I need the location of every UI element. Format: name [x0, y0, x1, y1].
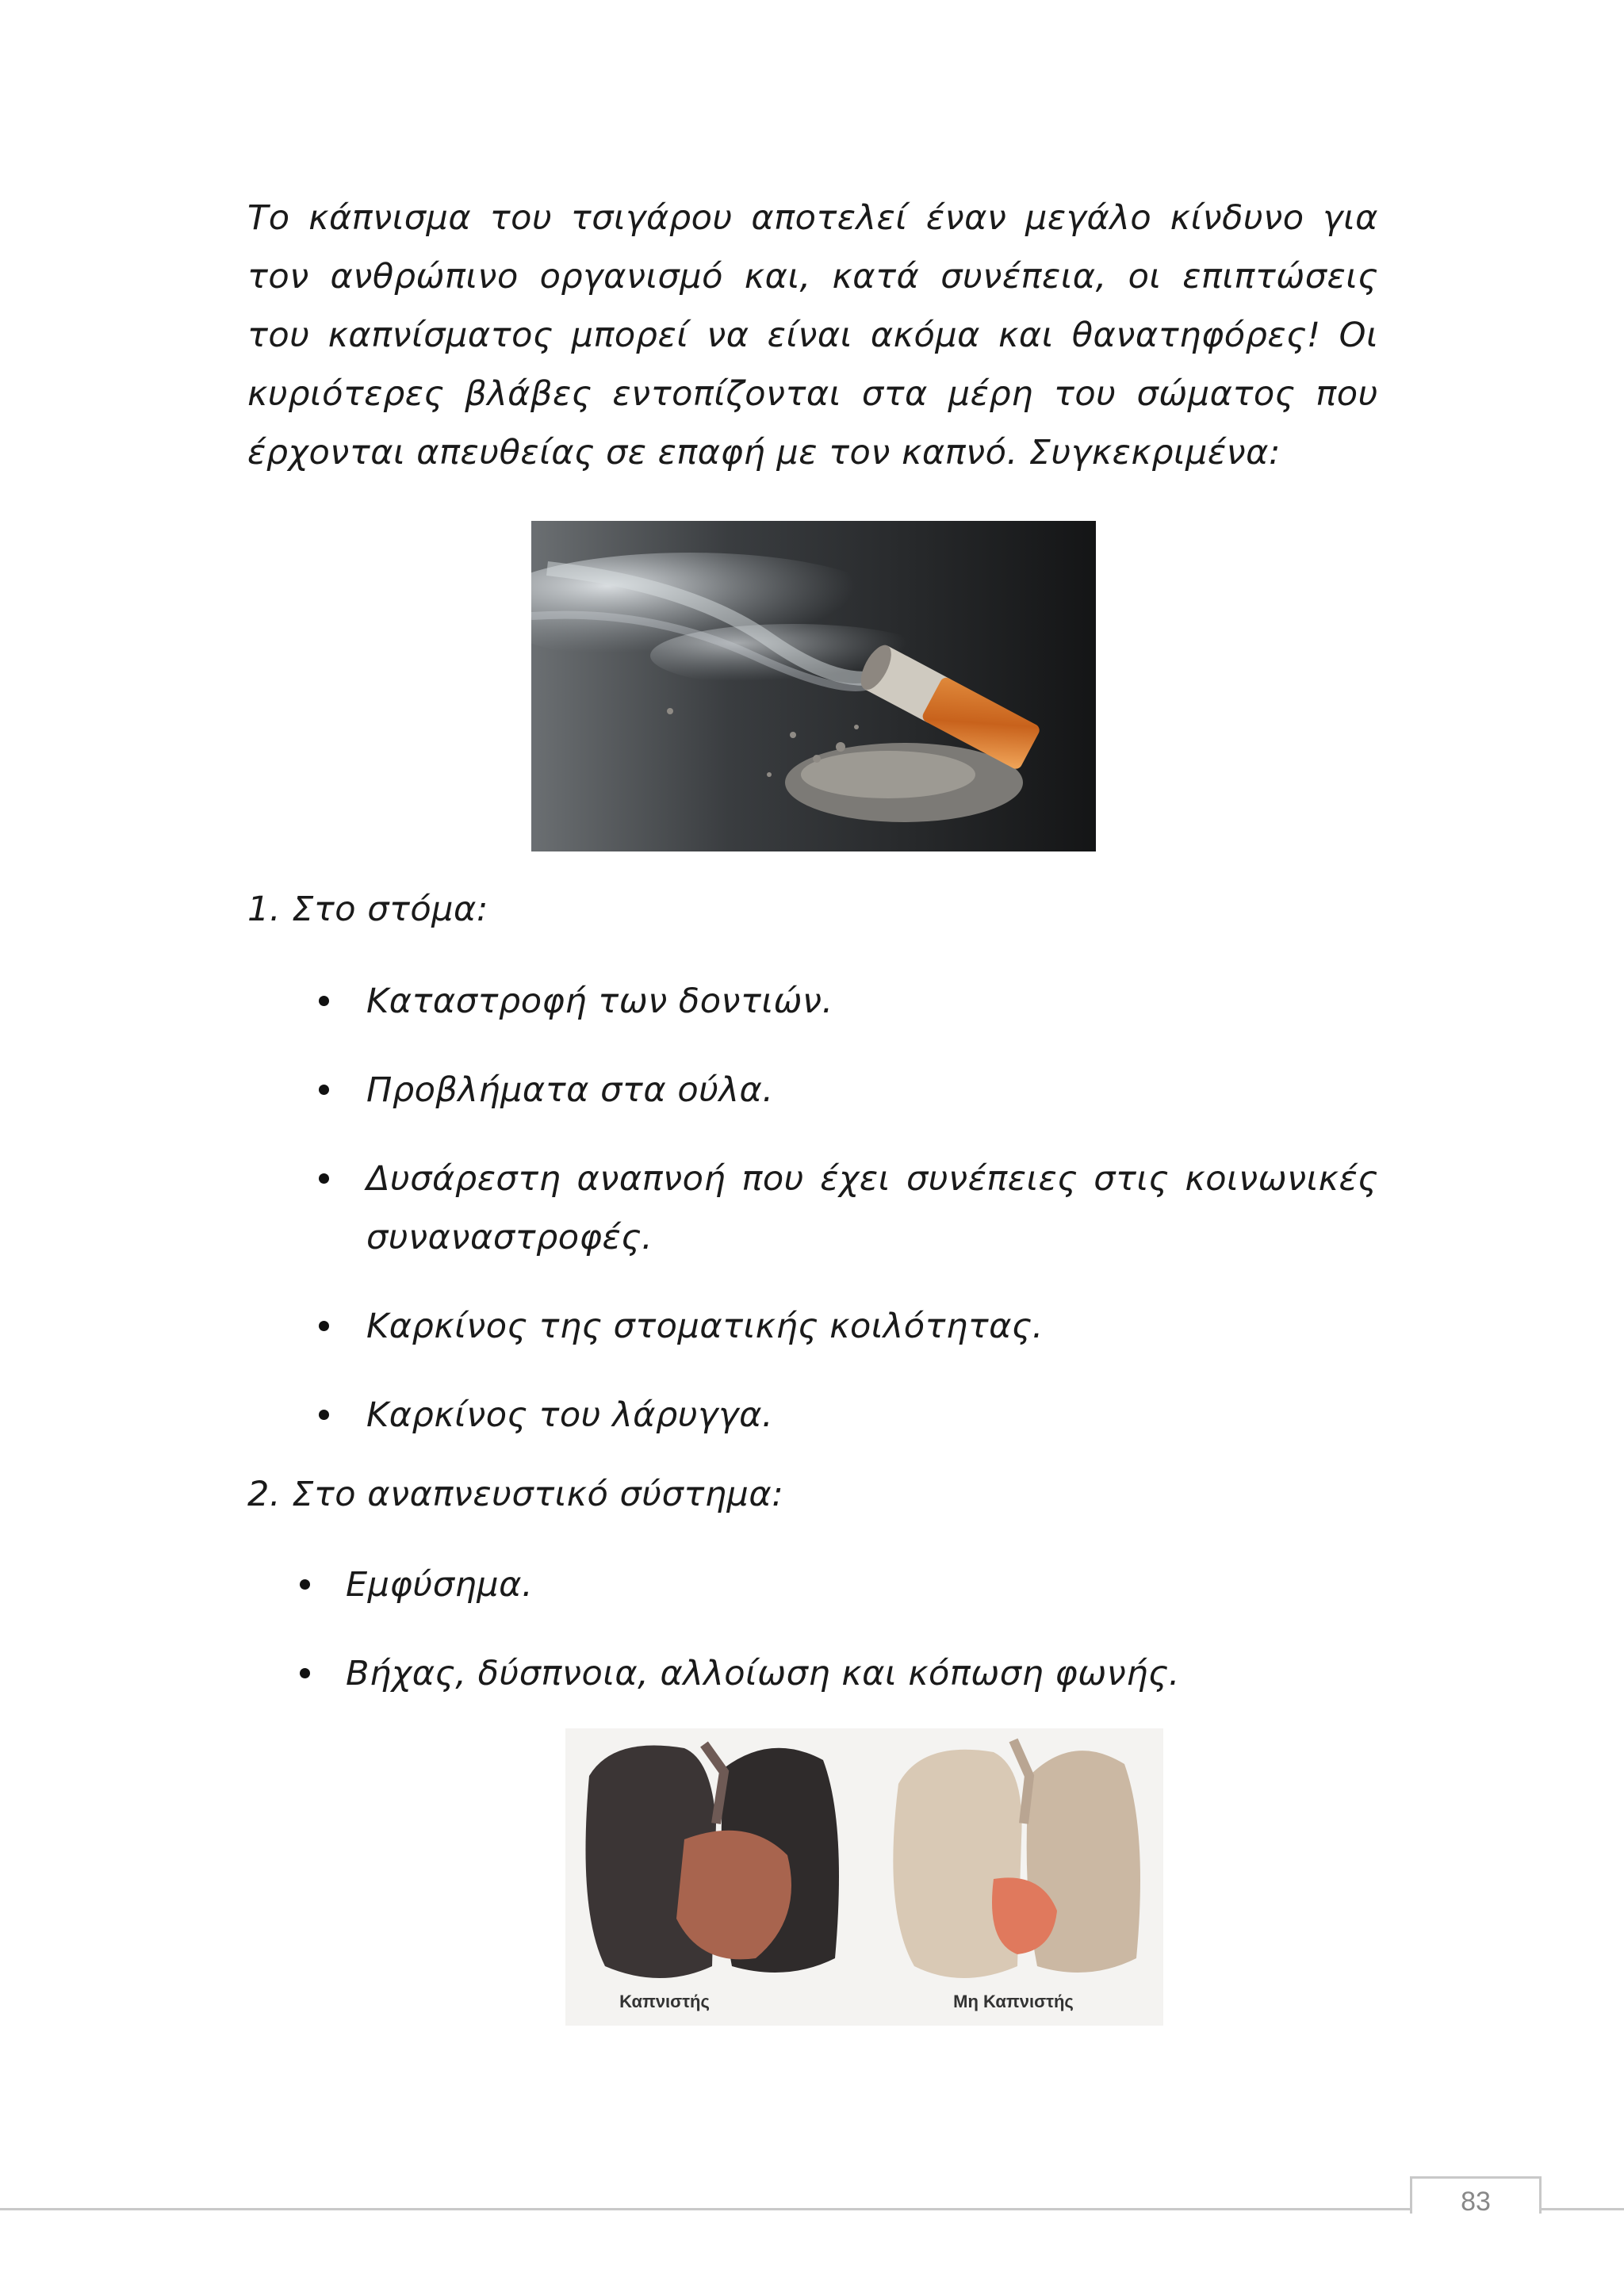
list-item [366, 972, 1378, 1031]
list-item-text: Καταστροφή των δοντιών. [366, 982, 833, 1021]
nonsmoker-label: Μη Καπνιστής [953, 1992, 1074, 2011]
list-item [346, 1556, 1377, 1614]
bullet-icon [319, 996, 329, 1006]
bullet-icon [319, 1410, 329, 1420]
bullet-icon [319, 1321, 329, 1331]
lungs-comparison-image [565, 1728, 1163, 2026]
page-number: 83 [1410, 2176, 1542, 2214]
section1-list [366, 972, 1378, 1445]
list-item [366, 1297, 1378, 1356]
bullet-icon [300, 1668, 310, 1678]
cigarette-image [531, 521, 1096, 851]
footer-rule [0, 2208, 1624, 2210]
list-item-text: Προβλήματα στα ούλα. [366, 1070, 774, 1110]
bullet-icon [300, 1579, 310, 1590]
list-item-text: Καρκίνος της στοματικής κοιλότητας. [366, 1307, 1044, 1346]
list-item [346, 1644, 1377, 1703]
list-item [366, 1061, 1378, 1119]
section2-heading: 2. Στο αναπνευστικό σύστημα: [247, 1475, 784, 1514]
list-item-text: Δυσάρεστη αναπνοή που έχει συνέπειες στις κοινωνικές συναναστροφές. [366, 1159, 1378, 1257]
intro-paragraph: Το κάπνισμα του τσιγάρου αποτελεί έναν μεγάλο κίνδυνο για τον ανθρώπινο οργανισμό και, κατά συνέπεια, οι επιπτώσεις του καπνίσματος μπορεί να είναι ακόμα και θανατηφόρες! Οι κυριότερες βλάβες εντοπίζονται στα μέρη του σώματος που έρχονται απευθείας σε επαφή με τον καπνό. Συγκεκριμένα: [247, 198, 1378, 473]
list-item [366, 1150, 1378, 1267]
bullet-icon [319, 1085, 329, 1095]
list-item [366, 1386, 1378, 1445]
bullet-icon [319, 1173, 329, 1184]
list-item-text: Καρκίνος του λάρυγγα. [366, 1395, 774, 1435]
section2-list [346, 1556, 1377, 1703]
list-item-text: Βήχας, δύσπνοια, αλλοίωση και κόπωση φωνής. [346, 1654, 1180, 1693]
smoker-label: Καπνιστής [619, 1992, 710, 2011]
list-item-text: Εμφύσημα. [346, 1565, 534, 1605]
section1-heading: 1. Στο στόμα: [247, 890, 488, 929]
